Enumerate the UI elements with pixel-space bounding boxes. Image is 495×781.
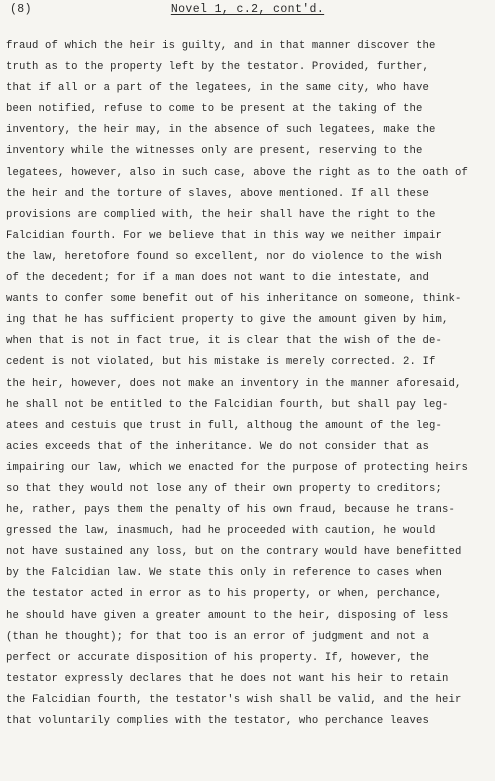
- running-title: Novel 1, c.2, cont'd.: [170, 3, 325, 16]
- text-line: gressed the law, inasmuch, had he proceeded with caution, he would: [6, 525, 436, 538]
- text-line: atees and cestuis que trust in full, althoug the amount of the leg-: [6, 419, 442, 432]
- text-line: testator expressly declares that he does not want his heir to retain: [6, 672, 449, 685]
- text-line: the Falcidian fourth, the testator's wish shall be valid, and the heir: [6, 693, 462, 706]
- text-line: Falcidian fourth. For we believe that in this way we neither impair: [6, 229, 442, 242]
- page-number: (8): [10, 3, 32, 16]
- text-line: the testator acted in error as to his property, or when, perchance,: [6, 588, 442, 601]
- text-line: so that they would not lose any of their own property to creditors;: [6, 482, 442, 495]
- text-line: (than he thought); for that too is an error of judgment and not a: [6, 630, 429, 643]
- text-line: that voluntarily complies with the testator, who perchance leaves: [6, 715, 429, 727]
- text-line: legatees, however, also in such case, above the right as to the oath of: [6, 166, 469, 179]
- text-line: wants to confer some benefit out of his inheritance on someone, think-: [6, 293, 462, 306]
- text-line: that if all or a part of the legatees, in the same city, who have: [6, 82, 429, 95]
- text-line: by the Falcidian law. We state this only in reference to cases when: [6, 567, 442, 580]
- text-line: the heir and the torture of slaves, above mentioned. If all these: [6, 187, 429, 200]
- text-line: when that is not in fact true, it is clear that the wish of the de-: [6, 335, 442, 348]
- text-line: he should have given a greater amount to the heir, disposing of less: [6, 609, 449, 622]
- text-line: the law, heretofore found so excellent, nor do violence to the wish: [6, 250, 442, 263]
- page-header: [6, 3, 489, 23]
- text-line: been notified, refuse to come to be present at the taking of the: [6, 103, 423, 116]
- text-line: inventory while the witnesses only are present, reserving to the: [6, 145, 423, 158]
- text-line: he, rather, pays them the penalty of his own fraud, because he trans-: [6, 504, 456, 517]
- body-text: [6, 42, 489, 732]
- text-line: perfect or accurate disposition of his property. If, however, the: [6, 651, 429, 664]
- text-line: truth as to the property left by the testator. Provided, further,: [6, 61, 429, 74]
- text-line: the heir, however, does not make an inventory in the manner aforesaid,: [6, 377, 462, 390]
- text-line: acies exceeds that of the inheritance. We do not consider that as: [6, 440, 429, 453]
- text-line: not have sustained any loss, but on the contrary would have benefitted: [6, 546, 462, 559]
- text-line: of the decedent; for if a man does not want to die intestate, and: [6, 272, 429, 285]
- text-line: fraud of which the heir is guilty, and in that manner discover the: [6, 40, 436, 52]
- text-line: impairing our law, which we enacted for the purpose of protecting heirs: [6, 461, 469, 474]
- text-line: inventory, the heir may, in the absence of such legatees, make the: [6, 124, 436, 137]
- text-line: he shall not be entitled to the Falcidian fourth, but shall pay leg-: [6, 398, 449, 411]
- text-line: ing that he has sufficient property to give the amount given by him,: [6, 314, 449, 327]
- text-line: provisions are complied with, the heir shall have the right to the: [6, 208, 436, 221]
- text-line: cedent is not violated, but his mistake is merely corrected. 2. If: [6, 356, 436, 369]
